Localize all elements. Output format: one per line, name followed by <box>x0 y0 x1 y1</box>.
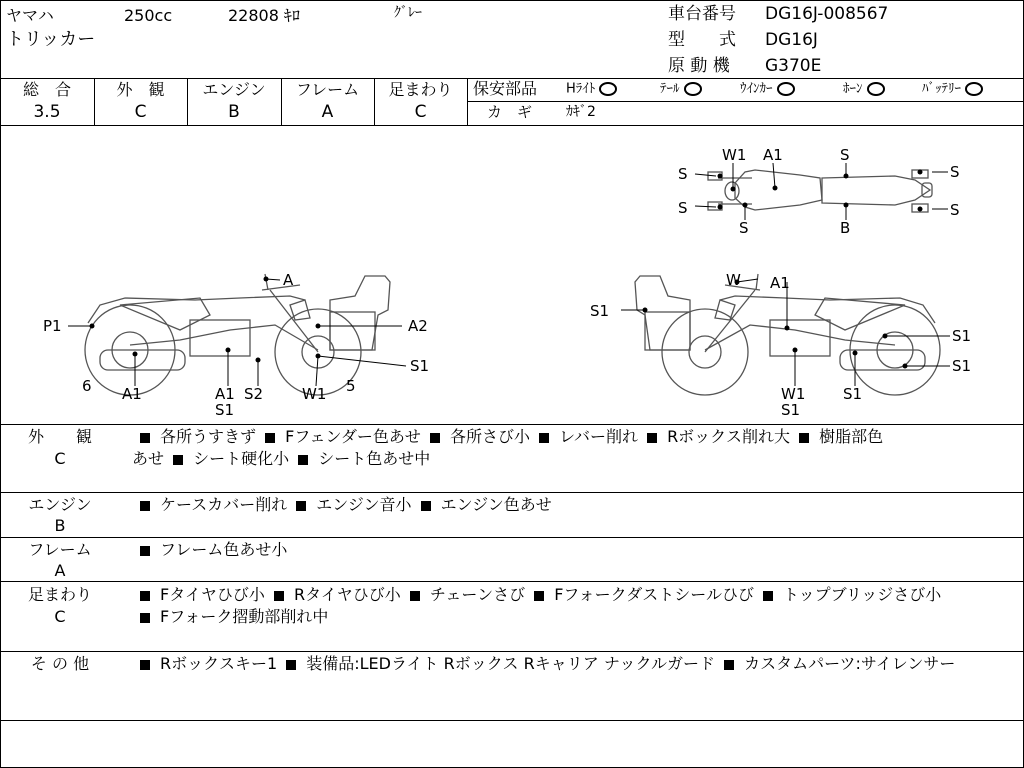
damage-label: S <box>950 163 960 181</box>
chassis-label: 車台番号 <box>668 4 736 24</box>
detail-suspension-line: Fフォーク摺動部削れ中 <box>136 606 328 628</box>
grade-total-label: 総 合 <box>22 80 71 99</box>
grade-engine-value: B <box>228 102 240 122</box>
engine-label: 原 動 機 <box>668 56 730 76</box>
detail-engine-line: ケースカバー削れ エンジン音小 エンジン色あせ <box>136 494 552 516</box>
detail-engine-grade: B <box>54 516 66 535</box>
color: ｸﾞﾚｰ <box>394 5 422 21</box>
damage-label: S <box>840 146 850 164</box>
detail-frame-line: フレーム色あせ小 <box>136 539 287 561</box>
damage-label: S1 <box>843 385 863 403</box>
damage-label: S1 <box>215 401 235 419</box>
detail-exterior-grade: C <box>54 449 66 468</box>
safety-battery: ﾊﾞｯﾃﾘｰ <box>922 82 983 96</box>
damage-diagram <box>0 126 1024 424</box>
damage-label: A <box>283 271 294 289</box>
grade-engine-label: エンジン <box>202 80 266 99</box>
detail-suspension-grade: C <box>54 607 66 626</box>
detail-exterior-label: 外 観 <box>27 427 92 446</box>
divider <box>0 651 1024 652</box>
safety-label: 保安部品 <box>473 79 538 98</box>
detail-exterior-line: あせ シート硬化小 シート色あせ中 <box>132 449 431 468</box>
damage-label: W1 <box>722 146 747 164</box>
damage-label: S <box>950 201 960 219</box>
damage-label: B <box>840 219 851 237</box>
model-name: トリッカー <box>6 29 96 50</box>
divider <box>0 581 1024 582</box>
bullet-icon <box>140 613 150 623</box>
safety-tail: ﾃｰﾙ <box>660 82 702 96</box>
bullet-icon <box>140 546 150 556</box>
detail-suspension-label: 足まわり <box>27 585 92 604</box>
detail-other-line: Rボックスキー1 装備品:LEDライト Rボックス Rキャリア ナックルガード カスタムパーツ:サイレンサー <box>136 653 955 675</box>
ok-circle-icon <box>867 82 885 96</box>
damage-label: S <box>678 199 688 217</box>
damage-label: S <box>739 219 749 237</box>
damage-label: A1 <box>215 385 235 403</box>
divider <box>0 537 1024 538</box>
divider <box>0 720 1024 721</box>
ok-circle-icon <box>684 82 702 96</box>
damage-label: P1 <box>43 317 62 335</box>
damage-label: W1 <box>302 385 327 403</box>
divider <box>467 78 468 126</box>
displacement: 250cc <box>124 6 173 25</box>
damage-label: A1 <box>770 274 790 292</box>
bullet-icon <box>140 591 150 601</box>
damage-label: W <box>726 271 741 289</box>
ok-circle-icon <box>777 82 795 96</box>
bullet-icon <box>647 433 657 443</box>
bullet-icon <box>274 591 284 601</box>
detail-exterior-line: 各所うすきず Fフェンダー色あせ 各所さび小 レバー削れ Rボックス削れ大 樹脂部色 <box>136 426 883 448</box>
type-value: DG16J <box>765 30 818 50</box>
chassis-value: DG16J-008567 <box>765 4 889 24</box>
bullet-icon <box>140 433 150 443</box>
grade-suspension-label: 足まわり <box>388 80 453 99</box>
damage-label: S1 <box>781 401 801 419</box>
bullet-icon <box>430 433 440 443</box>
divider <box>0 492 1024 493</box>
bullet-icon <box>534 591 544 601</box>
damage-label: W1 <box>781 385 806 403</box>
damage-label: 5 <box>346 377 356 395</box>
detail-frame-grade: A <box>54 561 66 580</box>
mileage: 22808 ｷﾛ <box>228 6 300 25</box>
ok-circle-icon <box>965 82 983 96</box>
bullet-icon <box>410 591 420 601</box>
key-value: ｶｷﾞ2 <box>566 104 596 120</box>
bullet-icon <box>296 501 306 511</box>
bullet-icon <box>140 660 150 670</box>
bullet-icon <box>286 660 296 670</box>
grade-frame-value: A <box>321 102 334 122</box>
bullet-icon <box>265 433 275 443</box>
bullet-icon <box>140 501 150 511</box>
grade-total-value: 3.5 <box>33 102 61 122</box>
damage-label: S1 <box>410 357 430 375</box>
bullet-icon <box>799 433 809 443</box>
detail-frame-label: フレーム <box>28 540 92 559</box>
safety-winker: ｳｲﾝｶｰ <box>740 82 795 96</box>
damage-label: A1 <box>763 146 783 164</box>
damage-label: S1 <box>590 302 610 320</box>
divider <box>0 424 1024 425</box>
left-side-bike <box>85 274 390 395</box>
damage-label: S2 <box>244 385 264 403</box>
engine-value: G370E <box>765 56 822 76</box>
safety-headlight: Hﾗｲﾄ <box>566 82 617 96</box>
divider <box>467 101 1024 102</box>
damage-label: 6 <box>82 377 92 395</box>
type-label: 型 式 <box>668 30 736 50</box>
detail-other-label: そ の 他 <box>30 654 90 673</box>
bullet-icon <box>298 455 308 465</box>
detail-engine-label: エンジン <box>28 495 92 514</box>
damage-label: A1 <box>122 385 142 403</box>
top-view-bike <box>708 170 932 212</box>
bullet-icon <box>421 501 431 511</box>
ok-circle-icon <box>599 82 617 96</box>
maker: ヤマハ <box>6 6 54 25</box>
damage-label: A2 <box>408 317 428 335</box>
grade-exterior-label: 外 観 <box>116 80 165 99</box>
damage-label: S1 <box>952 357 972 375</box>
bullet-icon <box>539 433 549 443</box>
safety-horn: ﾎｰﾝ <box>843 82 885 96</box>
grade-frame-label: フレーム <box>295 80 360 99</box>
damage-label: S1 <box>952 327 972 345</box>
detail-suspension-line: Fタイヤひび小 Rタイヤひび小 チェーンさび Fフォークダストシールひび トップブリッジさび小 <box>136 584 941 606</box>
bullet-icon <box>763 591 773 601</box>
bullet-icon <box>724 660 734 670</box>
bullet-icon <box>173 455 183 465</box>
damage-label: S <box>678 165 688 183</box>
grade-exterior-value: C <box>134 102 147 122</box>
grade-suspension-value: C <box>414 102 427 122</box>
key-label: カ ギ <box>487 103 533 121</box>
